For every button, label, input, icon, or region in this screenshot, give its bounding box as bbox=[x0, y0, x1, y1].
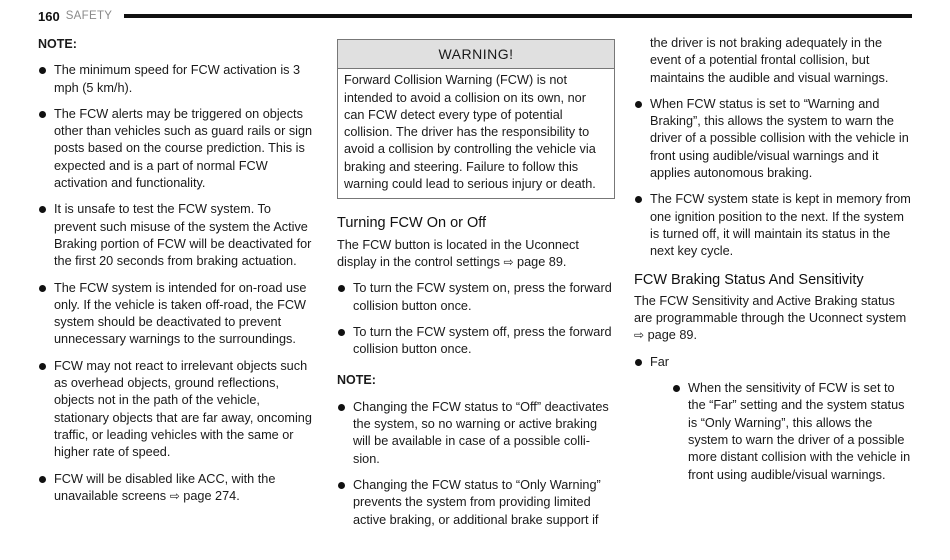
column-1 bbox=[38, 36, 316, 514]
intro-text: The FCW button is located in the Uconnect display in the control settings bbox=[337, 237, 579, 269]
bullet-icon bbox=[635, 101, 642, 108]
bullet-icon bbox=[338, 329, 345, 336]
list-item bbox=[38, 106, 316, 192]
list-item bbox=[337, 477, 615, 529]
list-item-text: Changing the FCW status to “Off” deactivates the system, so no warning or active braking will be available in case of a possible colli-sion. bbox=[353, 399, 609, 466]
note-list bbox=[38, 62, 316, 505]
warning-body: Forward Collision Warning (FCW) is not intended to avoid a collision on its own, nor can FCW detect every type of potential collision. The driver has the responsibility to avoid a collision by controlling the vehicle via braking and steering. Failure to follow this warning could lead to serious injury or death. bbox=[344, 73, 596, 192]
list-item bbox=[38, 358, 316, 462]
column-3 bbox=[634, 36, 912, 493]
bullet-icon bbox=[39, 363, 46, 370]
list-item-text: It is unsafe to test the FCW system. To prevent such misuse of the system the Active Braking portion of FCW will be deactivated for the first 20 seconds from braking actuation. bbox=[54, 202, 312, 269]
column-2 bbox=[337, 36, 615, 538]
bullet-icon bbox=[673, 385, 680, 392]
list-item bbox=[38, 62, 316, 97]
list-item-text: Far bbox=[650, 354, 670, 369]
list-item-text: The minimum speed for FCW activation is 3 mph (5 km/h). bbox=[54, 63, 301, 95]
sub-list-item-text: When the sensitivity of FCW is set to the “Far” setting and the system status is “Only Warning”, this allows the system to warn the driver of a possible more distant collision with the vehicle in front using audible/visual warnings. bbox=[688, 381, 911, 482]
bullet-icon bbox=[338, 404, 345, 411]
page-header bbox=[38, 6, 912, 26]
list-item-text: Changing the FCW status to “Only Warning” prevents the system from providing limited active braking, or additional brake support if bbox=[353, 477, 601, 527]
list-item bbox=[337, 324, 615, 359]
page-ref-arrow-icon: ⇨ bbox=[503, 254, 514, 269]
list-item bbox=[38, 471, 316, 506]
list-item bbox=[634, 96, 912, 182]
list-item bbox=[337, 280, 615, 315]
list-item-text: The FCW alerts may be triggered on objects other than vehicles such as guard rails or sign posts based on the course prediction. This is expected and is a part of normal FCW activation and functionality. bbox=[54, 106, 313, 191]
bullet-icon bbox=[338, 482, 345, 489]
list-item bbox=[634, 191, 912, 260]
list-item-text: FCW may not react to irrelevant objects such as overhead objects, ground reflections, objects not in the path of the vehicle, stationary objects that are far away, oncoming traffic, or leading vehicles with the same or higher rate of speed. bbox=[54, 358, 312, 460]
bullet-icon bbox=[338, 285, 345, 292]
note-label: NOTE: bbox=[38, 37, 77, 51]
list-item-text: To turn the FCW system on, press the forward collision button once. bbox=[353, 281, 612, 313]
intro-text: The FCW Sensitivity and Active Braking status are programmable through the Uconnect system bbox=[634, 293, 907, 326]
toggle-list bbox=[337, 280, 615, 358]
status-list bbox=[634, 96, 912, 261]
note-list bbox=[337, 399, 615, 529]
page-reference-link[interactable]: page 89. bbox=[517, 254, 567, 269]
bullet-icon bbox=[39, 285, 46, 292]
section-name: SAFETY bbox=[65, 10, 113, 22]
page-reference-link[interactable]: page 274. bbox=[183, 488, 240, 503]
sub-list-item bbox=[672, 380, 912, 484]
warning-box bbox=[337, 39, 615, 199]
sub-list bbox=[650, 380, 912, 484]
list-item-text: The FCW system is intended for on-road use only. If the vehicle is taken off-road, the FCW system should be deactivated to prevent unnecessary warnings to the surroundings. bbox=[54, 280, 307, 347]
bullet-icon bbox=[39, 67, 46, 74]
list-item-text: FCW will be disabled like ACC, with the unavailable screens bbox=[54, 471, 276, 503]
bullet-icon bbox=[635, 196, 642, 203]
sensitivity-list bbox=[634, 354, 912, 484]
list-item-text: To turn the FCW system off, press the forward collision button once. bbox=[353, 324, 612, 357]
bullet-icon bbox=[635, 359, 642, 366]
intro-paragraph bbox=[337, 237, 615, 272]
list-item-far bbox=[634, 354, 912, 484]
warning-title: WARNING! bbox=[338, 40, 614, 69]
page-reference-link[interactable]: page 89. bbox=[647, 328, 697, 343]
bullet-icon bbox=[39, 476, 46, 483]
list-item-text: When FCW status is set to “Warning and Braking”, this allows the system to warn the driver of a possible collision with the vehicle in front using audible/visual warnings and it applies autonomous braking. bbox=[650, 96, 909, 181]
bullet-icon bbox=[39, 206, 46, 213]
header-rule bbox=[124, 14, 912, 18]
section-heading: FCW Braking Status And Sensitivity bbox=[634, 271, 864, 288]
page-ref-arrow-icon: ⇨ bbox=[169, 488, 180, 503]
list-item bbox=[38, 201, 316, 270]
list-item-text: The FCW system state is kept in memory from one ignition position to the next. If the system is turned off, it will maintain its status in the next key cycle. bbox=[650, 192, 911, 259]
list-item bbox=[38, 280, 316, 349]
note-label: NOTE: bbox=[337, 373, 376, 388]
section-heading: Turning FCW On or Off bbox=[337, 215, 487, 232]
page-ref-arrow-icon: ⇨ bbox=[634, 328, 645, 343]
bullet-icon bbox=[39, 111, 46, 118]
page-number: 160 bbox=[38, 8, 60, 24]
list-item bbox=[337, 399, 615, 468]
intro-paragraph bbox=[634, 293, 912, 345]
continued-text: the driver is not braking adequately in the event of a potential frontal collision, but maintains the audible and visual warnings. bbox=[650, 36, 889, 85]
